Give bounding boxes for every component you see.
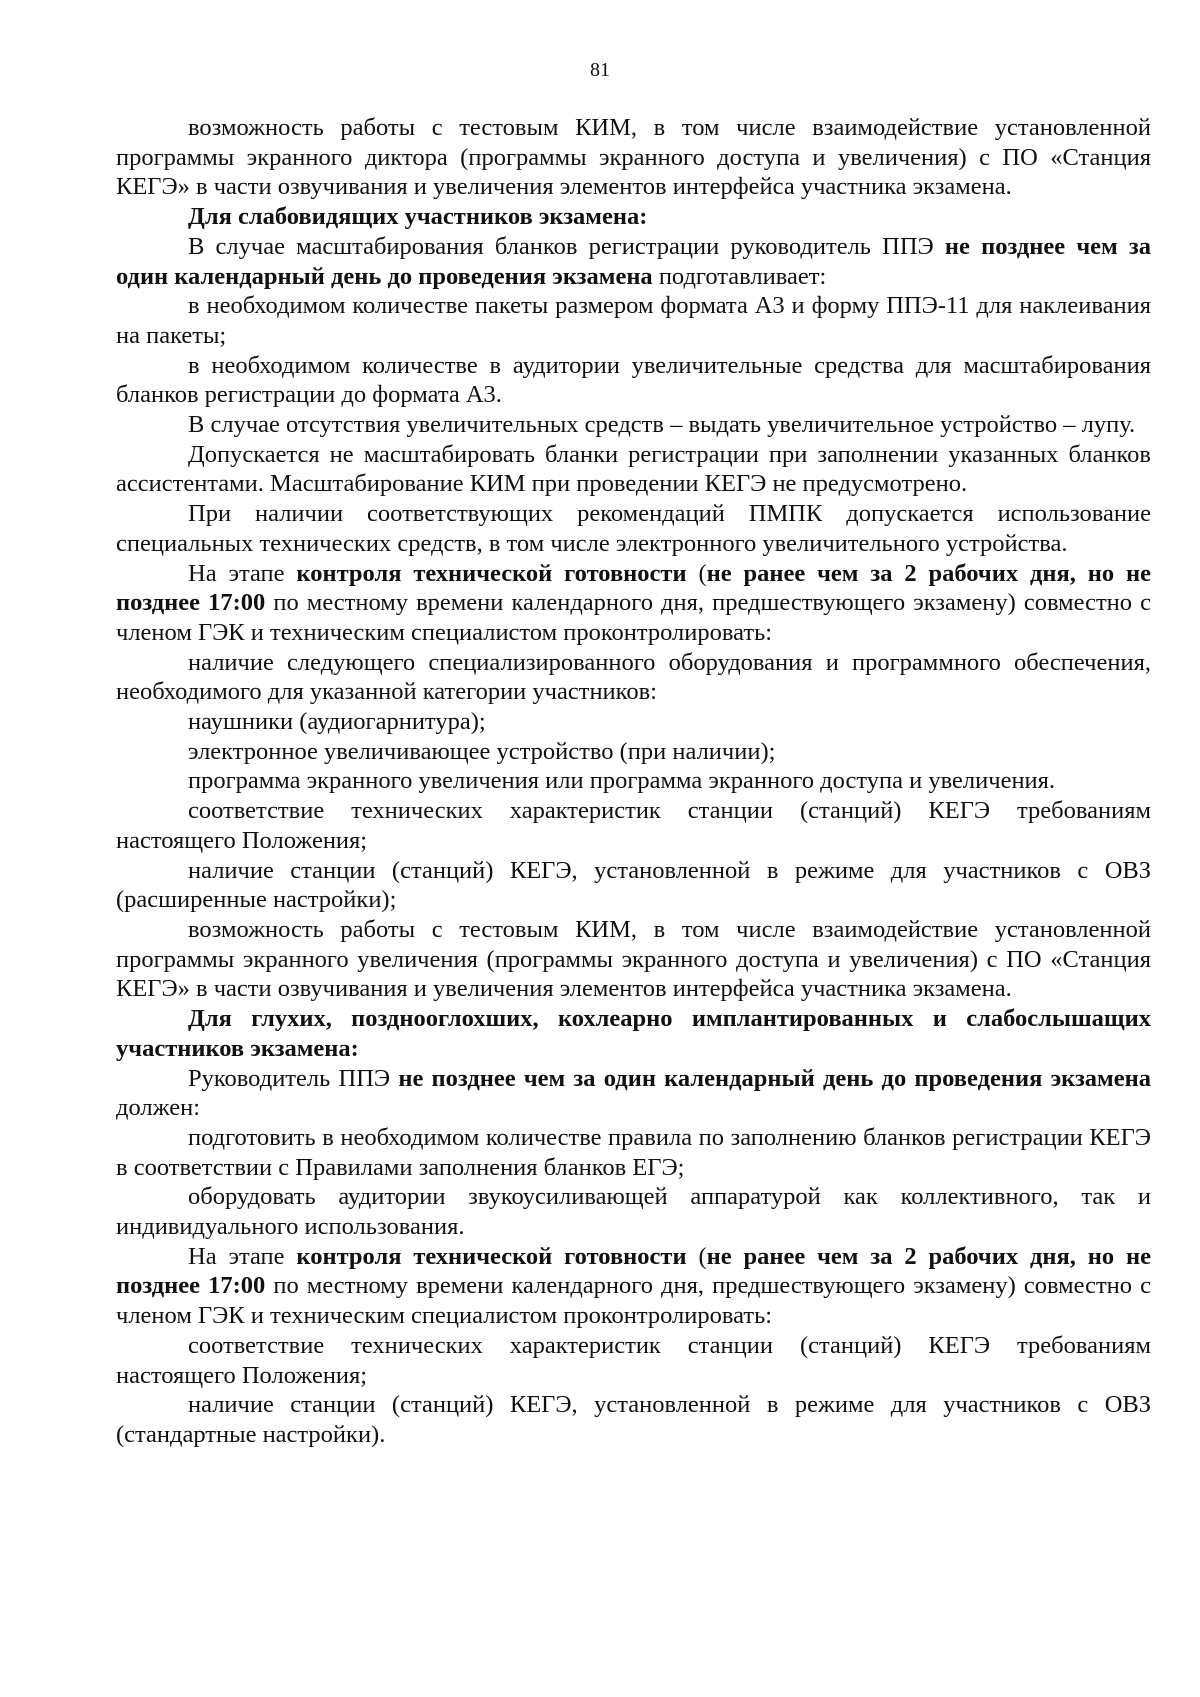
paragraph-12: электронное увеличивающее устройство (при наличии); [188,737,776,765]
paragraph-1: возможность работы с тестовым КИМ, в том числе взаимодействие установленной программы экранного диктора (программы экранного доступа и увеличения) с ПО «Станция КЕГЭ» в части озвучивания и увеличения элементов интерфейса участника экзамена. [116,114,1151,201]
paragraph-19: подготовить в необходимом количестве правила по заполнению бланков регистрации КЕГЭ в соответствии с Правилами заполнения бланков ЕГЭ; [116,1123,1151,1181]
bold-run: не позднее чем за один календарный день до проведения экзамена [116,232,1151,290]
text-run: На этапе [188,1242,297,1270]
text-run: В случае масштабирования бланков регистрации руководитель ППЭ [188,232,945,260]
bold-run: не позднее чем за один календарный день до проведения экзамена [398,1064,1151,1092]
text-run: ( [686,559,707,587]
text-run: ( [686,1242,707,1270]
paragraph-6: В случае отсутствия увеличительных средств – выдать увеличительное устройство – лупу. [188,411,1136,439]
paragraph-5: в необходимом количестве в аудитории увеличительные средства для масштабирования бланков регистрации до формата А3. [116,351,1151,409]
paragraph-15: наличие станции (станций) КЕГЭ, установленной в режиме для участников с ОВЗ (расширенные настройки); [116,856,1151,914]
bold-run: не ранее чем за 2 рабочих дня, но не позднее 17:00 [116,559,1151,617]
heading-text: Для слабовидящих участников экзамена: [188,203,648,231]
paragraph-10: наличие следующего специализированного оборудования и программного обеспечения, необходимого для указанной категории участников: [116,648,1151,706]
paragraph-16: возможность работы с тестовым КИМ, в том числе взаимодействие установленной программы экранного увеличения (программы экранного доступа и увеличения) с ПО «Станция КЕГЭ» в части озвучивания и увеличения элементов интерфейса участника экзамена. [116,915,1151,1003]
text-run: по местному времени календарного дня, предшествующего экзамену) совместно с членом ГЭК и техническим специалистом проконтролировать: [116,1272,1152,1330]
paragraph-11: наушники (аудиогарнитура); [188,708,486,736]
paragraph-22: соответствие технических характеристик станции (станций) КЕГЭ требованиям настоящего Положения; [116,1331,1151,1389]
paragraph-21 [116,1242,1151,1331]
bold-run: контроля технической готовности [296,1242,687,1270]
section-heading-low-vision [116,202,1151,232]
section-heading-hearing [116,1004,1151,1063]
paragraph-7: Допускается не масштабировать бланки регистрации при заполнении указанных бланков ассистентами. Масштабирование КИМ при проведении КЕГЭ не предусмотрено. [116,440,1151,498]
paragraph-8: При наличии соответствующих рекомендаций ПМПК допускается использование специальных технических средств, в том числе электронного увеличительного устройства. [116,500,1151,557]
paragraph-18 [116,1064,1151,1123]
text-run: должен: [116,1094,201,1122]
paragraph-23: наличие станции (станций) КЕГЭ, установленной в режиме для участников с ОВЗ (стандартные настройки). [116,1391,1151,1448]
heading-text: Для глухих, позднооглохших, кохлеарно имплантированных и слабослышащих участников экзамена: [116,1005,1151,1062]
page-number: 81 [590,59,610,81]
text-run: На этапе [188,559,297,587]
text-run: Руководитель ППЭ [188,1064,399,1092]
paragraph-14: соответствие технических характеристик станции (станций) КЕГЭ требованиям настоящего Положения; [116,797,1151,854]
paragraph-20: оборудовать аудитории звукоусиливающей аппаратурой как коллективного, так и индивидуального использования. [116,1183,1151,1241]
text-run: по местному времени календарного дня, предшествующего экзамену) совместно с членом ГЭК и техническим специалистом проконтролировать: [116,589,1152,646]
paragraph-4: в необходимом количестве пакеты размером формата А3 и форму ППЭ-11 для наклеивания на пакеты; [116,292,1151,349]
document-body [116,113,1151,1450]
bold-run: не ранее чем за 2 рабочих дня, но не позднее 17:00 [116,1242,1151,1300]
text-run: подготавливает: [652,262,827,290]
paragraph-9 [116,559,1151,648]
bold-run: контроля технической готовности [296,559,687,587]
paragraph-3 [116,232,1151,291]
paragraph-13: программа экранного увеличения или программа экранного доступа и увеличения. [188,767,1056,795]
